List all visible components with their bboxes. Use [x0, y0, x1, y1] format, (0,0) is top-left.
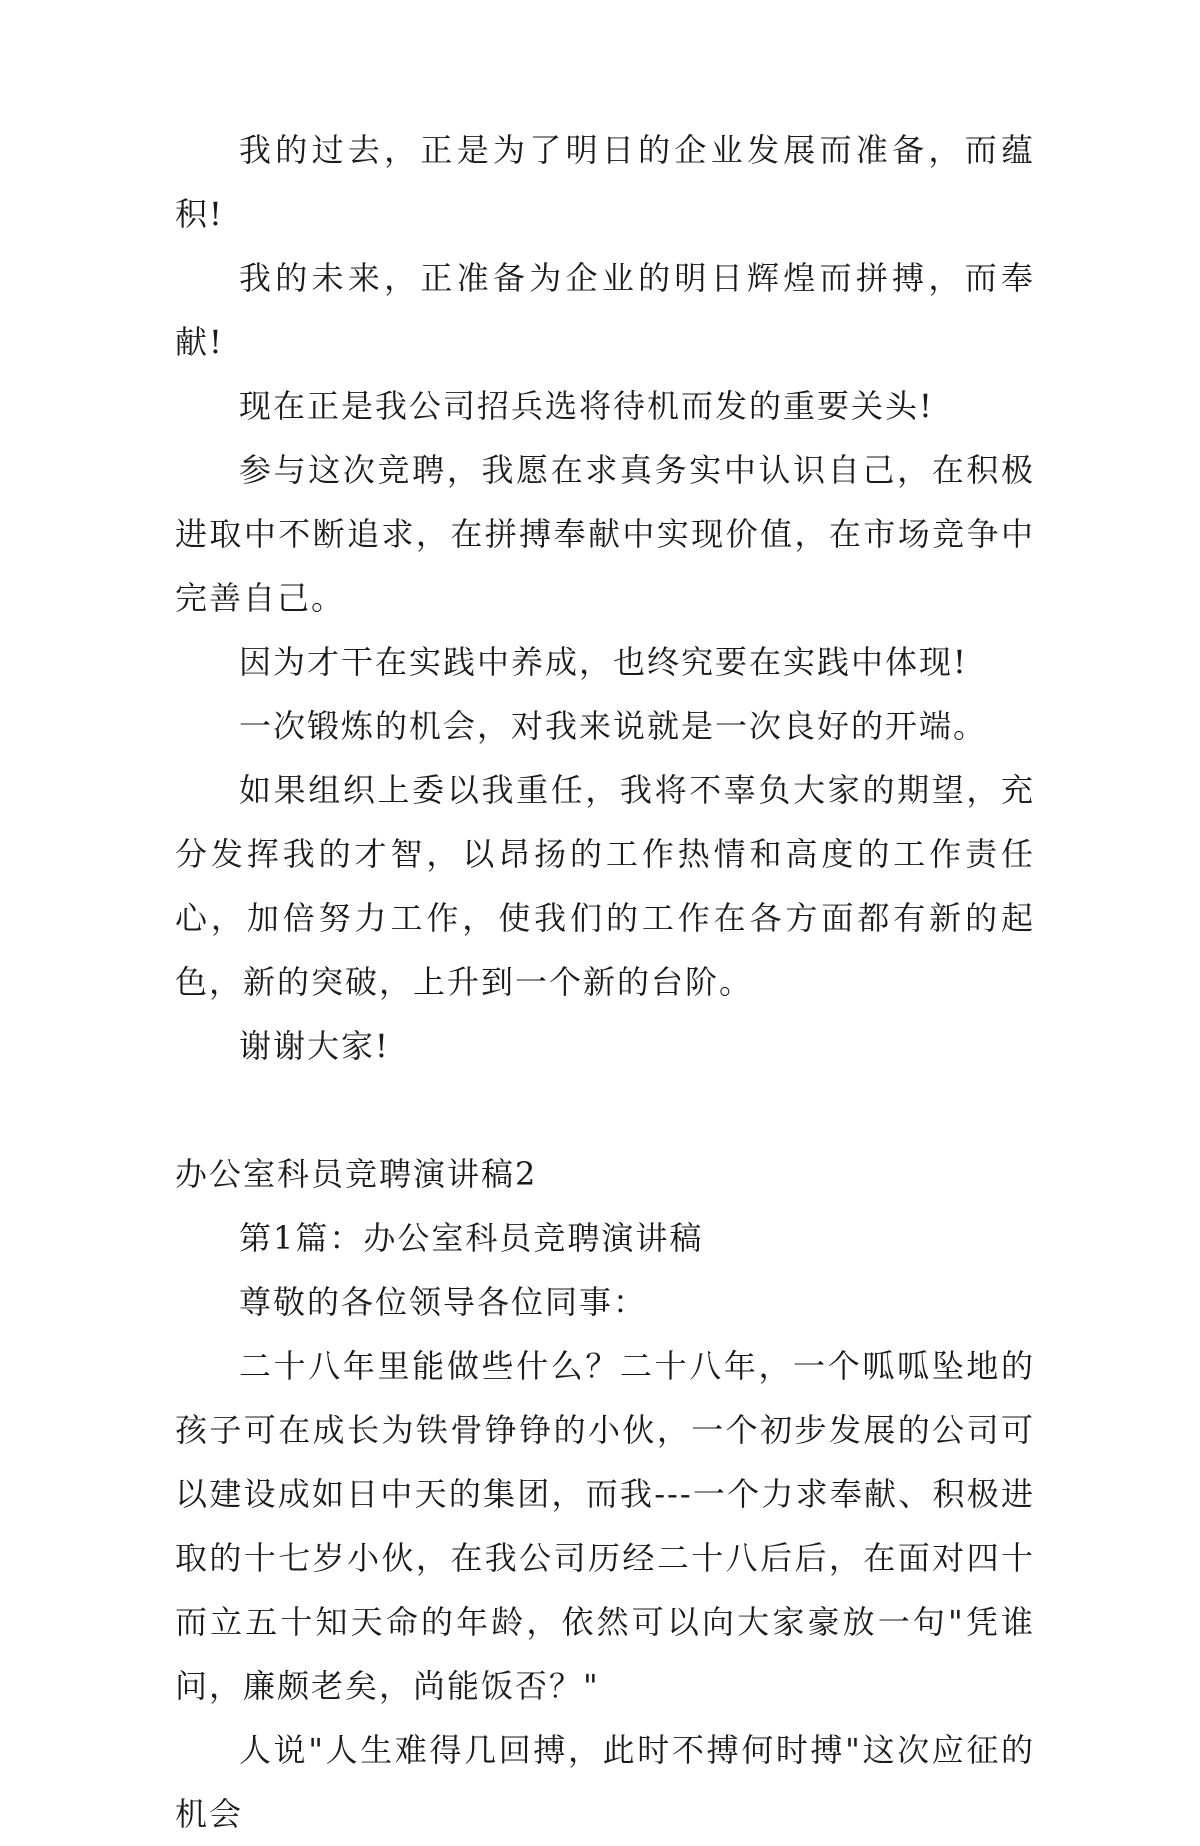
- section-title: 办公室科员竞聘演讲稿2: [175, 1155, 538, 1193]
- paragraph-life-struggle: 人说"人生难得几回搏，此时不搏何时搏"这次应征的机会: [175, 1731, 1035, 1833]
- paragraph-participation: 参与这次竞聘，我愿在求真务实中认识自己，在积极进取中不断追求，在拼搏奉献中实现价值，在市场竞争中完善自己。: [175, 451, 1035, 617]
- paragraph-critical-moment: 现在正是我公司招兵选将待机而发的重要关头!: [239, 387, 934, 425]
- paragraph-commitment: 如果组织上委以我重任，我将不辜负大家的期望，充分发挥我的才智，以昂扬的工作热情和高度的工作责任心，加倍努力工作，使我们的工作在各方面都有新的起色，新的突破，上升到一个新的台阶。: [175, 771, 1035, 1001]
- section-spacer: [175, 1078, 1035, 1142]
- paragraph-thanks: 谢谢大家!: [239, 1027, 390, 1065]
- paragraph-twenty-eight-years: 二十八年里能做些什么？二十八年，一个呱呱坠地的孩子可在成长为铁骨铮铮的小伙，一个初步发展的公司可以建设成如日中天的集团，而我---一个力求奉献、积极进取的十七岁小伙，在我公司历经二十八后后，在面对四十而立五十知天命的年龄，依然可以向大家豪放一句"凭谁问，廉颇老矣，尚能饭否？": [175, 1347, 1035, 1705]
- paragraph-salutation: 尊敬的各位领导各位同事：: [239, 1283, 648, 1321]
- paragraph-talent: 因为才干在实践中养成，也终究要在实践中体现!: [239, 643, 968, 681]
- paragraph-future: 我的未来，正准备为企业的明日辉煌而拼搏，而奉献!: [175, 259, 1035, 361]
- paragraph-past: 我的过去，正是为了明日的企业发展而准备，而蕴积!: [175, 131, 1035, 233]
- paragraph-chapter-title: 第1篇：办公室科员竞聘演讲稿: [239, 1219, 704, 1257]
- document-body: [175, 118, 1035, 1846]
- paragraph-opportunity: 一次锻炼的机会，对我来说就是一次良好的开端。: [239, 707, 988, 745]
